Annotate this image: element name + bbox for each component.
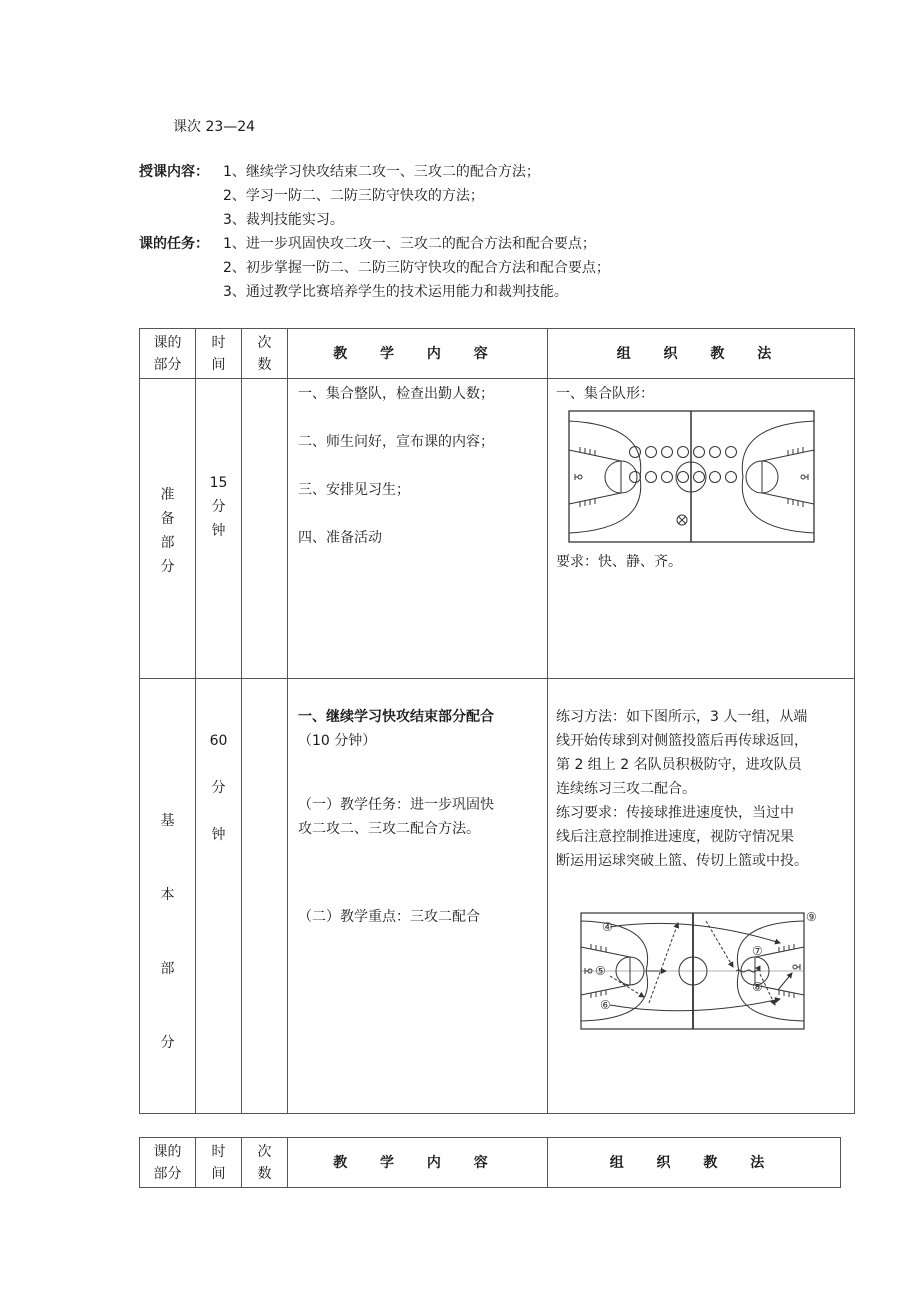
player-number: ⑦	[752, 944, 763, 958]
students-row-top	[630, 447, 737, 458]
lesson-number: 课次 23—24	[173, 119, 256, 135]
basic-content-cell	[288, 679, 548, 1114]
prep-content-item: 四、准备活动	[298, 530, 382, 546]
student-marker	[678, 447, 689, 458]
header-count: 次 数	[242, 1138, 288, 1188]
teaching-content-item: 3、裁判技能实习。	[223, 212, 344, 228]
prep-part-cell: 准 备 部 分	[140, 379, 196, 679]
prep-method-cell	[548, 379, 855, 679]
lesson-plan-table	[139, 328, 855, 1114]
teaching-content-block	[139, 160, 610, 304]
table-header-row	[140, 1138, 841, 1188]
student-marker	[646, 472, 657, 483]
header-content: 教 学 内 容	[288, 329, 548, 379]
pass-path	[706, 921, 733, 967]
basic-content-task: 攻二攻二、三攻二配合方法。	[298, 821, 480, 837]
lesson-task-item: 1、进一步巩固快攻二攻一、三攻二的配合方法和配合要点；	[223, 236, 596, 252]
header-count: 次 数	[242, 329, 288, 379]
student-marker	[726, 472, 737, 483]
header-part: 课的 部分	[140, 1138, 196, 1188]
court-drill-diagram	[580, 907, 820, 1031]
student-marker	[710, 447, 721, 458]
student-marker	[694, 472, 705, 483]
student-marker	[662, 447, 673, 458]
header-part: 课的 部分	[140, 329, 196, 379]
prep-method-requirement: 要求：快、静、齐。	[556, 554, 682, 570]
prep-time-cell: 15 分 钟	[196, 379, 242, 679]
table-header-row	[140, 329, 855, 379]
student-marker	[726, 447, 737, 458]
header-time: 时 间	[196, 1138, 242, 1188]
right-basket-icon	[801, 474, 808, 480]
student-marker	[630, 472, 641, 483]
header-content: 教 学 内 容	[288, 1138, 548, 1188]
student-marker	[694, 447, 705, 458]
header-time: 时 间	[196, 329, 242, 379]
lesson-task-item: 2、初步掌握一防二、二防三防守快攻的配合方法和配合要点；	[223, 260, 610, 276]
shot-path	[778, 973, 792, 990]
basic-content-task: （一）教学任务：进一步巩固快	[298, 797, 494, 813]
basic-section-row	[140, 679, 855, 1114]
header-method: 组 织 教 法	[548, 1138, 841, 1188]
teacher-icon	[677, 515, 687, 525]
prep-content-cell	[288, 379, 548, 679]
right-basket-icon	[793, 964, 800, 970]
player-6-run-path	[610, 999, 780, 1011]
basic-method-cell	[548, 679, 855, 1114]
student-marker	[662, 472, 673, 483]
prep-count-cell	[242, 379, 288, 679]
prep-section-row	[140, 379, 855, 679]
student-marker	[646, 447, 657, 458]
lesson-plan-table-continued	[139, 1137, 841, 1188]
basic-content-heading: 一、继续学习快攻结束部分配合	[298, 709, 494, 725]
lesson-task-item: 3、通过教学比赛培养学生的技术运用能力和裁判技能。	[223, 284, 568, 300]
left-basket-icon	[575, 474, 582, 480]
teaching-content-item: 2、学习一防二、二防三防守快攻的方法；	[223, 188, 484, 204]
basic-method-text: 练习方法：如下图所示，3 人一组，从端 线开始传球到对侧篮投篮后再传球返回， 第 2 组上 2 名队员积极防守，进攻队员 连续练习三攻二配合。 练习要求：传接球推进速度快，当过中 线后注意控制推进速度，视防守情况果 断运用运球突破上篮、传切上篮或中投。	[556, 709, 808, 869]
prep-content-item: 二、师生问好，宣布课的内容；	[298, 434, 494, 450]
lesson-tasks-label: 课的任务：	[139, 236, 209, 252]
students-row-bottom	[630, 472, 737, 483]
player-number: ④	[602, 920, 613, 934]
teaching-content-label: 授课内容：	[139, 164, 209, 180]
teaching-content-item: 1、继续学习快攻结束二攻一、三攻二的配合方法；	[223, 164, 540, 180]
basic-part-cell: 基 本 部 分	[140, 679, 196, 1114]
basic-content-focus: （二）教学重点：三攻二配合	[298, 909, 480, 925]
basic-content-duration: （10 分钟）	[298, 733, 377, 749]
player-number: ⑤	[595, 964, 606, 978]
prep-method-title: 一、集合队形：	[556, 386, 654, 402]
header-method: 组 织 教 法	[548, 329, 855, 379]
prep-content-item: 一、集合整队，检查出勤人数；	[298, 386, 494, 402]
court-formation-diagram	[568, 410, 816, 544]
basic-time-cell: 60 分 钟	[196, 679, 242, 1114]
student-marker	[710, 472, 721, 483]
prep-content-item: 三、安排见习生；	[298, 482, 410, 498]
student-marker	[630, 447, 641, 458]
player-4-run-path	[610, 923, 780, 943]
pass-path	[610, 976, 644, 997]
basic-count-cell	[242, 679, 288, 1114]
student-marker	[678, 472, 689, 483]
pass-path	[649, 923, 678, 1003]
player-number: ⑨	[806, 910, 817, 924]
player-number: ⑥	[600, 998, 611, 1012]
player-number: ⑧	[752, 980, 763, 994]
